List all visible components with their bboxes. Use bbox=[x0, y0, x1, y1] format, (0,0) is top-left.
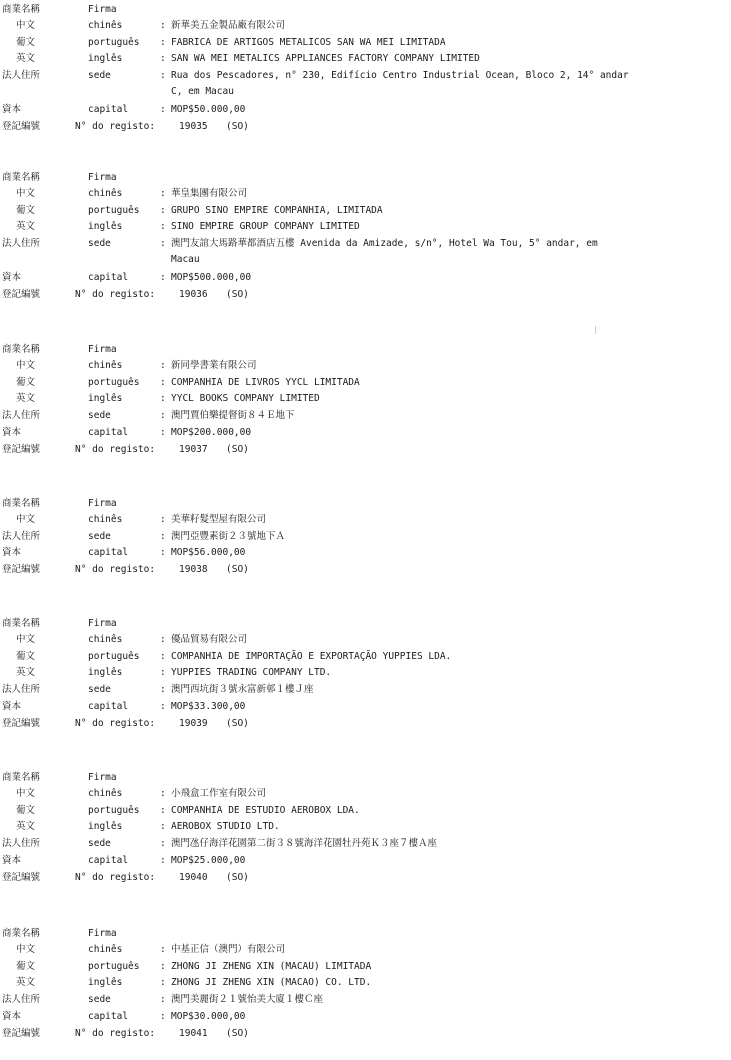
firma-label-pt: Firma bbox=[88, 172, 117, 183]
colon: : bbox=[160, 994, 166, 1005]
portugues-label-pt: português bbox=[88, 651, 140, 662]
registo-row bbox=[0, 119, 731, 135]
portugues-label-zh: 葡文 bbox=[16, 805, 36, 816]
capital-row bbox=[0, 853, 731, 869]
scan-speck bbox=[595, 326, 596, 334]
registered-address: 澳門亞豐素街２３號地下Ａ bbox=[171, 531, 286, 542]
firma-label-pt: Firma bbox=[88, 4, 117, 15]
capital-label-zh: 資本 bbox=[2, 701, 22, 712]
colon: : bbox=[160, 805, 166, 816]
capital-row bbox=[0, 545, 731, 561]
colon: : bbox=[160, 221, 166, 232]
registo-row bbox=[0, 716, 731, 732]
sede-row bbox=[0, 836, 731, 852]
capital-row bbox=[0, 425, 731, 441]
colon: : bbox=[160, 788, 166, 799]
registered-address-continued: Macau bbox=[171, 254, 200, 265]
ingles-label-pt: inglês bbox=[88, 53, 123, 64]
chines-label-zh: 中文 bbox=[16, 944, 36, 955]
chines-row bbox=[0, 512, 731, 528]
chines-label-pt: chinês bbox=[88, 944, 123, 955]
colon: : bbox=[160, 961, 166, 972]
english-name: YYCL BOOKS COMPANY LIMITED bbox=[171, 393, 320, 404]
chines-row bbox=[0, 186, 731, 202]
chines-row bbox=[0, 632, 731, 648]
ingles-row bbox=[0, 819, 731, 835]
colon: : bbox=[160, 393, 166, 404]
sede-label-zh: 法人住所 bbox=[2, 238, 41, 249]
registration-number: 19039 bbox=[179, 718, 208, 729]
ingles-row bbox=[0, 51, 731, 67]
firma-label-zh: 商業名稱 bbox=[2, 928, 41, 939]
capital-amount: MOP$33.300,00 bbox=[171, 701, 246, 712]
sede-label-pt: sede bbox=[88, 410, 111, 421]
ingles-row bbox=[0, 975, 731, 991]
colon: : bbox=[160, 70, 166, 81]
colon: : bbox=[160, 684, 166, 695]
registo-label-zh: 登記編號 bbox=[2, 289, 41, 300]
portuguese-name: FABRICA DE ARTIGOS METALICOS SAN WA MEI LIMITADA bbox=[171, 37, 446, 48]
chines-label-pt: chinês bbox=[88, 188, 123, 199]
registo-label-zh: 登記編號 bbox=[2, 564, 41, 575]
ingles-label-zh: 英文 bbox=[16, 221, 36, 232]
capital-label-pt: capital bbox=[88, 1011, 129, 1022]
capital-label-pt: capital bbox=[88, 855, 129, 866]
ingles-label-pt: inglês bbox=[88, 221, 123, 232]
registo-row bbox=[0, 870, 731, 886]
registration-number: 19040 bbox=[179, 872, 208, 883]
capital-amount: MOP$30.000,00 bbox=[171, 1011, 246, 1022]
firma-row bbox=[0, 342, 731, 358]
sede-row bbox=[0, 992, 731, 1008]
registration-suffix: (SO) bbox=[226, 444, 249, 455]
capital-label-zh: 資本 bbox=[2, 1011, 22, 1022]
firma-label-zh: 商業名稱 bbox=[2, 618, 41, 629]
firma-row bbox=[0, 770, 731, 786]
portugues-row bbox=[0, 375, 731, 391]
capital-label-zh: 資本 bbox=[2, 104, 22, 115]
portugues-label-zh: 葡文 bbox=[16, 961, 36, 972]
registo-label-pt: N° do registo: bbox=[75, 1028, 156, 1039]
chines-row bbox=[0, 942, 731, 958]
chinese-name: 中基正信（澳門）有限公司 bbox=[171, 944, 286, 955]
chines-label-zh: 中文 bbox=[16, 514, 36, 525]
portugues-label-pt: português bbox=[88, 377, 140, 388]
registered-address-pt: Avenida da Amizade, s/n°, Hotel Wa Tou, 5° andar, em bbox=[300, 238, 598, 249]
ingles-row bbox=[0, 665, 731, 681]
sede-row bbox=[0, 68, 731, 100]
registo-label-pt: N° do registo: bbox=[75, 872, 156, 883]
colon: : bbox=[160, 410, 166, 421]
sede-label-pt: sede bbox=[88, 238, 111, 249]
chines-label-pt: chinês bbox=[88, 634, 123, 645]
firma-label-zh: 商業名稱 bbox=[2, 772, 41, 783]
sede-row bbox=[0, 682, 731, 698]
portugues-label-pt: português bbox=[88, 205, 140, 216]
ingles-row bbox=[0, 219, 731, 235]
portuguese-name: ZHONG JI ZHENG XIN (MACAU) LIMITADA bbox=[171, 961, 372, 972]
registo-row bbox=[0, 287, 731, 303]
chines-label-pt: chinês bbox=[88, 514, 123, 525]
chines-row bbox=[0, 786, 731, 802]
english-name: SAN WA MEI METALICS APPLIANCES FACTORY COMPANY LIMITED bbox=[171, 53, 480, 64]
chines-label-zh: 中文 bbox=[16, 360, 36, 371]
chinese-name: 小飛盒工作室有限公司 bbox=[171, 788, 267, 799]
firma-label-pt: Firma bbox=[88, 772, 117, 783]
capital-label-pt: capital bbox=[88, 427, 129, 438]
sede-label-zh: 法人住所 bbox=[2, 838, 41, 849]
sede-label-zh: 法人住所 bbox=[2, 531, 41, 542]
capital-row bbox=[0, 699, 731, 715]
capital-label-zh: 資本 bbox=[2, 547, 22, 558]
registo-row bbox=[0, 442, 731, 458]
registered-address: 澳門氹仔海洋花園第二街３８號海洋花園牡丹苑Ｋ３座７樓Ａ座 bbox=[171, 838, 438, 849]
registo-label-pt: N° do registo: bbox=[75, 121, 156, 132]
portugues-row bbox=[0, 959, 731, 975]
english-name: YUPPIES TRADING COMPANY LTD. bbox=[171, 667, 332, 678]
capital-amount: MOP$500.000,00 bbox=[171, 272, 252, 283]
portugues-row bbox=[0, 203, 731, 219]
sede-label-pt: sede bbox=[88, 531, 111, 542]
firma-row bbox=[0, 616, 731, 632]
capital-label-pt: capital bbox=[88, 272, 129, 283]
portugues-label-zh: 葡文 bbox=[16, 651, 36, 662]
english-name: AEROBOX STUDIO LTD. bbox=[171, 821, 280, 832]
chinese-name: 優品貿易有限公司 bbox=[171, 634, 248, 645]
registo-label-zh: 登記編號 bbox=[2, 121, 41, 132]
chines-row bbox=[0, 18, 731, 34]
portugues-label-pt: português bbox=[88, 961, 140, 972]
colon: : bbox=[160, 272, 166, 283]
registration-number: 19035 bbox=[179, 121, 208, 132]
registration-suffix: (SO) bbox=[226, 718, 249, 729]
sede-row bbox=[0, 529, 731, 545]
registration-suffix: (SO) bbox=[226, 564, 249, 575]
ingles-label-pt: inglês bbox=[88, 821, 123, 832]
colon: : bbox=[160, 1011, 166, 1022]
registo-label-pt: N° do registo: bbox=[75, 289, 156, 300]
registration-suffix: (SO) bbox=[226, 289, 249, 300]
ingles-row bbox=[0, 391, 731, 407]
colon: : bbox=[160, 838, 166, 849]
registo-label-zh: 登記編號 bbox=[2, 872, 41, 883]
registration-suffix: (SO) bbox=[226, 121, 249, 132]
colon: : bbox=[160, 855, 166, 866]
firma-label-zh: 商業名稱 bbox=[2, 172, 41, 183]
sede-label-pt: sede bbox=[88, 994, 111, 1005]
capital-row bbox=[0, 102, 731, 118]
capital-row bbox=[0, 1009, 731, 1025]
ingles-label-pt: inglês bbox=[88, 667, 123, 678]
capital-label-zh: 資本 bbox=[2, 272, 22, 283]
colon: : bbox=[160, 821, 166, 832]
portugues-row bbox=[0, 35, 731, 51]
registered-address: 澳門賈伯樂提督街８４Ｅ地下 bbox=[171, 410, 295, 421]
registered-address: Rua dos Pescadores, n° 230, Edifício Centro Industrial Ocean, Bloco 2, 14° andar bbox=[171, 70, 629, 81]
chinese-name: 美華籽髮型屋有限公司 bbox=[171, 514, 267, 525]
colon: : bbox=[160, 205, 166, 216]
colon: : bbox=[160, 377, 166, 388]
portuguese-name: COMPANHIA DE LIVROS YYCL LIMITADA bbox=[171, 377, 360, 388]
capital-label-pt: capital bbox=[88, 547, 129, 558]
capital-label-zh: 資本 bbox=[2, 427, 22, 438]
registered-address: 澳門美麗街２１號怡美大廈１樓Ｃ座 bbox=[171, 994, 324, 1005]
chines-label-zh: 中文 bbox=[16, 188, 36, 199]
capital-label-pt: capital bbox=[88, 701, 129, 712]
colon: : bbox=[160, 651, 166, 662]
colon: : bbox=[160, 37, 166, 48]
registration-suffix: (SO) bbox=[226, 1028, 249, 1039]
chines-label-zh: 中文 bbox=[16, 788, 36, 799]
registered-address: 澳門西坑街３號永富新邨１樓Ｊ座 bbox=[171, 684, 314, 695]
portugues-label-zh: 葡文 bbox=[16, 37, 36, 48]
chines-label-zh: 中文 bbox=[16, 634, 36, 645]
colon: : bbox=[160, 667, 166, 678]
capital-amount: MOP$56.000,00 bbox=[171, 547, 246, 558]
portugues-label-pt: português bbox=[88, 37, 140, 48]
firma-label-zh: 商業名稱 bbox=[2, 498, 41, 509]
english-name: ZHONG JI ZHENG XIN (MACAO) CO. LTD. bbox=[171, 977, 372, 988]
registered-address-continued: C, em Macau bbox=[171, 86, 234, 97]
sede-label-pt: sede bbox=[88, 684, 111, 695]
chinese-name: 新華美五金製品廠有限公司 bbox=[171, 20, 286, 31]
firma-label-pt: Firma bbox=[88, 498, 117, 509]
capital-amount: MOP$25.000,00 bbox=[171, 855, 246, 866]
portuguese-name: COMPANHIA DE ESTUDIO AEROBOX LDA. bbox=[171, 805, 360, 816]
firma-row bbox=[0, 2, 731, 18]
portuguese-name: COMPANHIA DE IMPORTAÇÃO E EXPORTAÇÃO YUPPIES LDA. bbox=[171, 651, 452, 662]
chines-label-pt: chinês bbox=[88, 788, 123, 799]
chinese-name: 華皇集團有限公司 bbox=[171, 188, 248, 199]
firma-row bbox=[0, 496, 731, 512]
sede-row bbox=[0, 236, 731, 268]
registration-suffix: (SO) bbox=[226, 872, 249, 883]
colon: : bbox=[160, 977, 166, 988]
ingles-label-zh: 英文 bbox=[16, 667, 36, 678]
colon: : bbox=[160, 360, 166, 371]
colon: : bbox=[160, 238, 166, 249]
sede-label-pt: sede bbox=[88, 70, 111, 81]
colon: : bbox=[160, 701, 166, 712]
capital-amount: MOP$200.000,00 bbox=[171, 427, 252, 438]
portugues-row bbox=[0, 803, 731, 819]
firma-label-zh: 商業名稱 bbox=[2, 344, 41, 355]
portugues-label-zh: 葡文 bbox=[16, 377, 36, 388]
chines-label-pt: chinês bbox=[88, 20, 123, 31]
ingles-label-zh: 英文 bbox=[16, 821, 36, 832]
colon: : bbox=[160, 427, 166, 438]
capital-label-zh: 資本 bbox=[2, 855, 22, 866]
firma-row bbox=[0, 170, 731, 186]
ingles-label-pt: inglês bbox=[88, 393, 123, 404]
sede-label-pt: sede bbox=[88, 838, 111, 849]
colon: : bbox=[160, 188, 166, 199]
registo-label-pt: N° do registo: bbox=[75, 564, 156, 575]
registered-address-zh: 澳門友誼大馬路華都酒店五樓 bbox=[171, 238, 295, 249]
colon: : bbox=[160, 514, 166, 525]
portuguese-name: GRUPO SINO EMPIRE COMPANHIA, LIMITADA bbox=[171, 205, 383, 216]
firma-label-pt: Firma bbox=[88, 344, 117, 355]
sede-label-zh: 法人住所 bbox=[2, 684, 41, 695]
registo-label-pt: N° do registo: bbox=[75, 444, 156, 455]
portugues-label-zh: 葡文 bbox=[16, 205, 36, 216]
capital-amount: MOP$50.000,00 bbox=[171, 104, 246, 115]
chinese-name: 新同學書業有限公司 bbox=[171, 360, 257, 371]
colon: : bbox=[160, 547, 166, 558]
registo-label-zh: 登記編號 bbox=[2, 444, 41, 455]
colon: : bbox=[160, 531, 166, 542]
ingles-label-zh: 英文 bbox=[16, 977, 36, 988]
firma-label-zh: 商業名稱 bbox=[2, 4, 41, 15]
chines-label-zh: 中文 bbox=[16, 20, 36, 31]
registo-row bbox=[0, 1026, 731, 1042]
sede-row bbox=[0, 408, 731, 424]
sede-label-zh: 法人住所 bbox=[2, 410, 41, 421]
colon: : bbox=[160, 944, 166, 955]
chines-label-pt: chinês bbox=[88, 360, 123, 371]
colon: : bbox=[160, 634, 166, 645]
registration-number: 19038 bbox=[179, 564, 208, 575]
firma-label-pt: Firma bbox=[88, 928, 117, 939]
registration-number: 19041 bbox=[179, 1028, 208, 1039]
portugues-row bbox=[0, 649, 731, 665]
capital-row bbox=[0, 270, 731, 286]
sede-label-zh: 法人住所 bbox=[2, 70, 41, 81]
ingles-label-pt: inglês bbox=[88, 977, 123, 988]
firma-label-pt: Firma bbox=[88, 618, 117, 629]
chines-row bbox=[0, 358, 731, 374]
portugues-label-pt: português bbox=[88, 805, 140, 816]
ingles-label-zh: 英文 bbox=[16, 53, 36, 64]
sede-label-zh: 法人住所 bbox=[2, 994, 41, 1005]
registo-label-zh: 登記編號 bbox=[2, 718, 41, 729]
registration-number: 19036 bbox=[179, 289, 208, 300]
registo-label-zh: 登記編號 bbox=[2, 1028, 41, 1039]
registered-address bbox=[171, 236, 598, 252]
capital-label-pt: capital bbox=[88, 104, 129, 115]
english-name: SINO EMPIRE GROUP COMPANY LIMITED bbox=[171, 221, 360, 232]
ingles-label-zh: 英文 bbox=[16, 393, 36, 404]
colon: : bbox=[160, 53, 166, 64]
colon: : bbox=[160, 104, 166, 115]
firma-row bbox=[0, 926, 731, 942]
colon: : bbox=[160, 20, 166, 31]
registration-number: 19037 bbox=[179, 444, 208, 455]
registo-row bbox=[0, 562, 731, 578]
registo-label-pt: N° do registo: bbox=[75, 718, 156, 729]
